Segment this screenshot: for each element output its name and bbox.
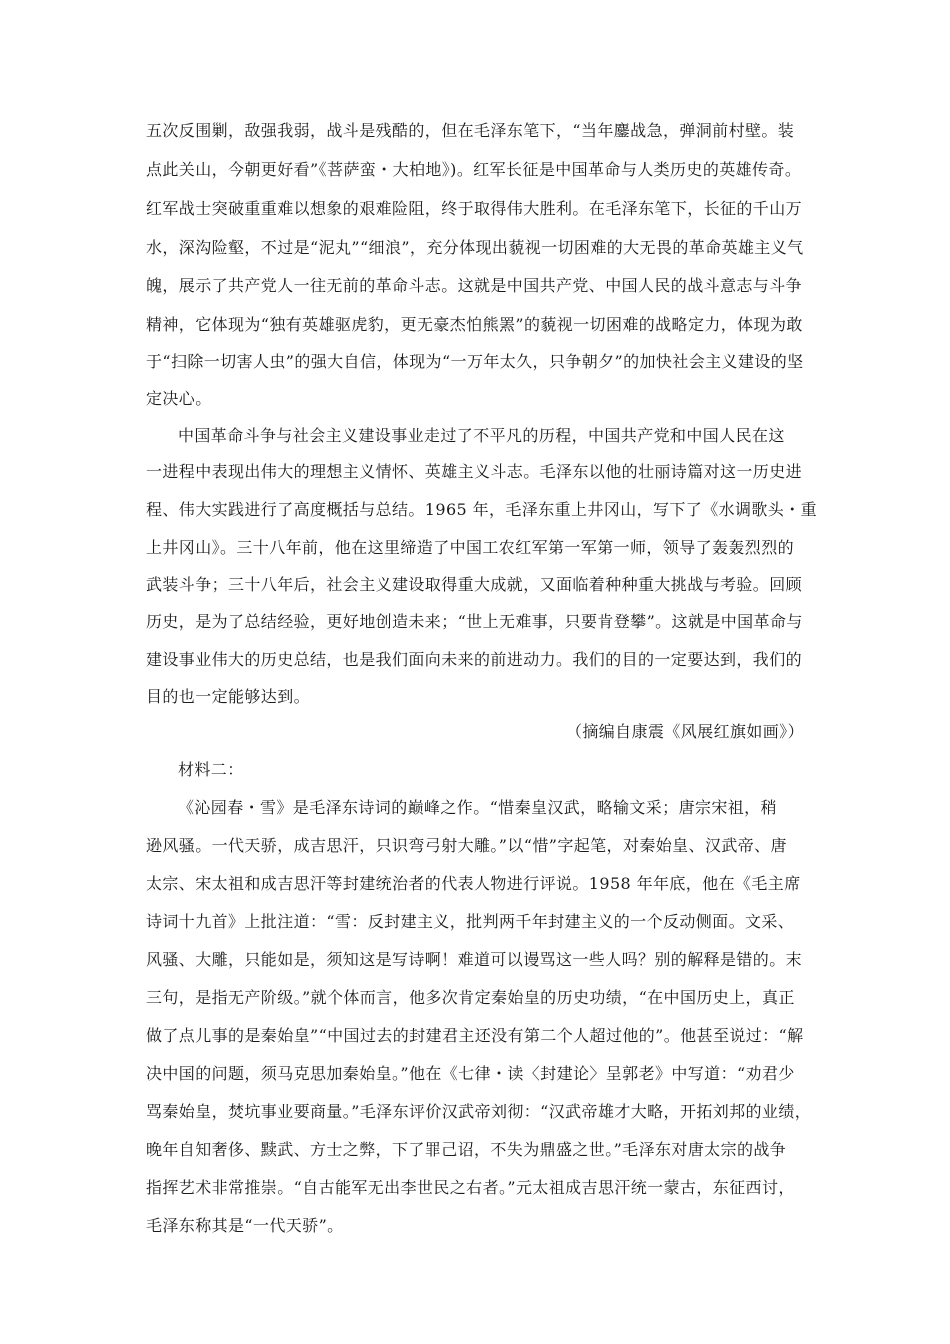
paragraph-2-line: 上井冈山》。三十八年前，他在这里缔造了中国工农红军第一军第一师，领导了轰轰烈烈的 xyxy=(146,538,795,557)
paragraph-1-line: 精神，它体现为“独有英雄驱虎豹，更无豪杰怕熊罴”的藐视一切困难的战略定力，体现为敢 xyxy=(146,315,803,334)
paragraph-1-line: 五次反围剿，敌强我弱，战斗是残酷的，但在毛泽东笔下，“当年鏖战急，弹洞前村壁。装 xyxy=(146,121,795,140)
source-citation: （摘编自康震《风展红旗如画》） xyxy=(565,722,804,741)
paragraph-3-line: 决中国的问题，须马克思加秦始皇。”他在《七律・读〈封建论〉呈郭老》中写道：“劝君少 xyxy=(146,1064,795,1083)
paragraph-1-line: 点此关山，今朝更好看”《菩萨蛮・大柏地》)。红军长征是中国革命与人类历史的英雄传奇。 xyxy=(146,160,802,179)
paragraph-3-line: 风骚、大雕，只能如是，须知这是写诗啊！难道可以谩骂这一些人吗？别的解释是错的。末 xyxy=(146,950,803,969)
paragraph-3-line: 三句，是指无产阶级。”就个体而言，他多次肯定秦始皇的历史功绩，“在中国历史上，真正 xyxy=(146,988,795,1007)
material-2-heading: 材料二： xyxy=(178,760,244,779)
paragraph-3-line: 太宗、宋太祖和成吉思汗等封建统治者的代表人物进行评说。1958 年年底，他在《毛主席 xyxy=(146,874,801,893)
paragraph-3-line: 指挥艺术非常推崇。“自古能军无出李世民之右者。”元太祖成吉思汗统一蒙古，东征西讨， xyxy=(146,1178,795,1197)
paragraph-2-line: 历史，是为了总结经验，更好地创造未来；“世上无难事，只要肯登攀”。这就是中国革命与 xyxy=(146,612,803,631)
paragraph-1-line: 于“扫除一切害人虫”的强大自信，体现为“一万年太久，只争朝夕”的加快社会主义建设的坚 xyxy=(146,352,804,371)
paragraph-2-line: 程、伟大实践进行了高度概括与总结。1965 年，毛泽东重上井冈山，写下了《水调歌头・重 xyxy=(146,500,818,519)
paragraph-3-line: 骂秦始皇，焚坑事业要商量。”毛泽东评价汉武帝刘彻：“汉武帝雄才大略，开拓刘邦的业绩， xyxy=(146,1102,812,1121)
paragraph-2-line: 武装斗争；三十八年后，社会主义建设取得重大成就，又面临着种种重大挑战与考验。回顾 xyxy=(146,575,803,594)
paragraph-1-line: 红军战士突破重重难以想象的艰难险阻，终于取得伟大胜利。在毛泽东笔下，长征的千山万 xyxy=(146,199,803,218)
paragraph-3-line: 《沁园春・雪》是毛泽东诗词的巅峰之作。“惜秦皇汉武，略输文采；唐宗宋祖，稍 xyxy=(178,798,777,817)
paragraph-2-line: 一进程中表现出伟大的理想主义情怀、英雄主义斗志。毛泽东以他的壮丽诗篇对这一历史进 xyxy=(146,462,803,481)
paragraph-2-line: 建设事业伟大的历史总结，也是我们面向未来的前进动力。我们的目的一定要达到，我们的 xyxy=(146,650,803,669)
paragraph-3-line: 逊风骚。一代天骄，成吉思汗，只识弯弓射大雕。”以“惜”字起笔，对秦始皇、汉武帝、唐 xyxy=(146,836,787,855)
paragraph-1-line: 魄，展示了共产党人一往无前的革命斗志。这就是中国共产党、中国人民的战斗意志与斗争 xyxy=(146,276,803,295)
paragraph-2-line: 中国革命斗争与社会主义建设事业走过了不平凡的历程，中国共产党和中国人民在这 xyxy=(178,426,785,445)
paragraph-2-line: 目的也一定能够达到。 xyxy=(146,687,311,706)
paragraph-3-line: 诗词十九首》上批注道：“雪：反封建主义，批判两千年封建主义的一个反动侧面。文采、 xyxy=(146,912,795,931)
paragraph-3-line: 做了点儿事的是秦始皇”“中国过去的封建君主还没有第二个人超过他的”。他甚至说过：“解 xyxy=(146,1026,804,1045)
paragraph-1-line: 水，深沟险壑，不过是“泥丸”“细浪”，充分体现出藐视一切困难的大无畏的革命英雄主义气 xyxy=(146,238,804,257)
paragraph-3-line: 晚年自知奢侈、黩武、方士之弊，下了罪己诏，不失为鼎盛之世。”毛泽东对唐太宗的战争 xyxy=(146,1140,787,1159)
paragraph-1-line: 定决心。 xyxy=(146,389,212,408)
paragraph-3-line: 毛泽东称其是“一代天骄”。 xyxy=(146,1216,344,1235)
